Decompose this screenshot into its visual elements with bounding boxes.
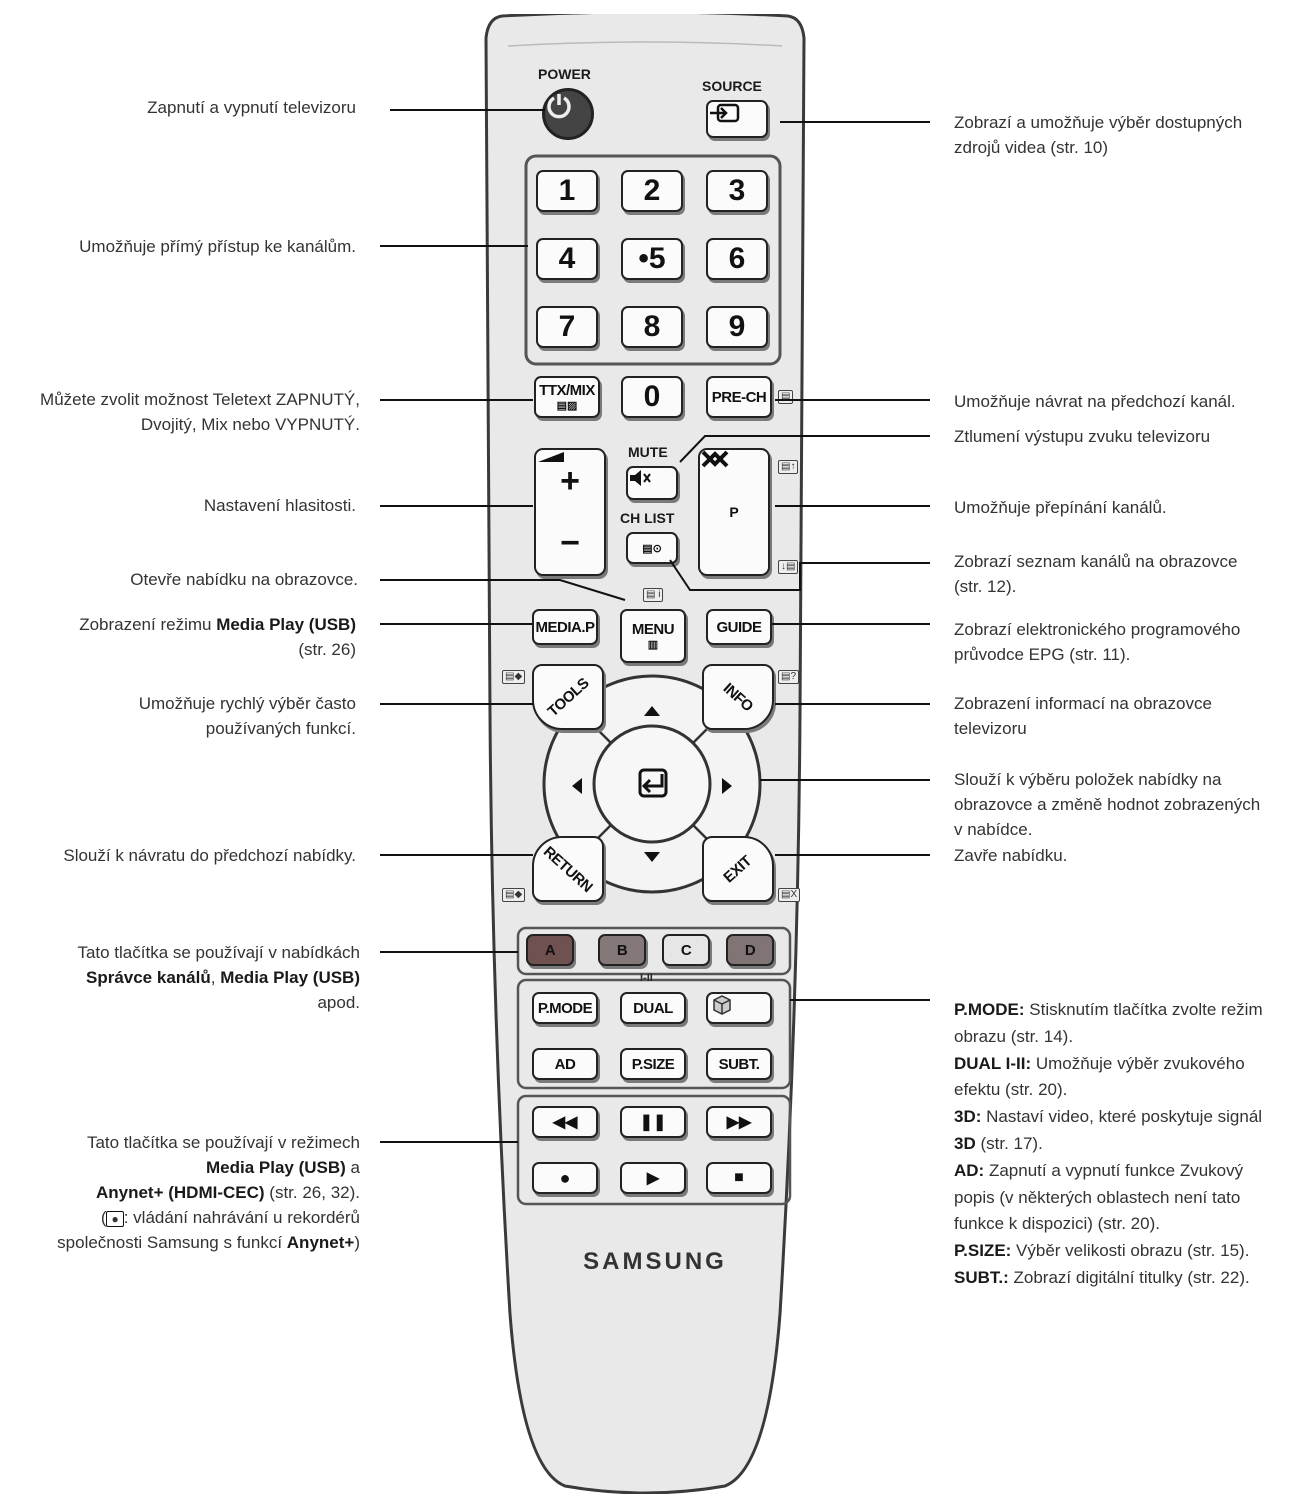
label-nav-line1: Slouží k výběru položek nabídky na [954, 770, 1222, 789]
label-source [954, 110, 1304, 160]
label-navigation [954, 767, 1304, 842]
label-color-buttons [0, 940, 360, 1015]
label-play-line5-pre: společnosti Samsung s funkcí [57, 1233, 287, 1252]
label-3d-bold: 3D: [954, 1107, 982, 1127]
teletext-side-icon: ▤◆ [502, 670, 525, 684]
source-caption: SOURCE [702, 78, 762, 94]
label-source-line2: zdrojů videa (str. 10) [954, 138, 1109, 157]
label-pmode-text1: Stisknutím tlačítka zvolte režim [1024, 1000, 1263, 1019]
label-numbers: Umožňuje přímý přístup ke kanálům. [79, 237, 356, 256]
label-channel: Umožňuje přepínání kanálů. [954, 498, 1167, 517]
label-dual-text1: Umožňuje výběr zvukového [1031, 1053, 1245, 1073]
label-ttx-line2: Dvojitý, Mix nebo VYPNUTÝ. [140, 415, 360, 434]
label-source-line1: Zobrazí a umožňuje výběr dostupných [954, 113, 1243, 132]
label-ttx-line1: Můžete zvolit možnost Teletext ZAPNUTÝ, [40, 390, 360, 409]
label-info-line2: televizoru [954, 719, 1027, 738]
label-chlist-line1: Zobrazí seznam kanálů na obrazovce [954, 552, 1238, 571]
number-button[interactable]: 4 [536, 238, 598, 280]
label-tools [0, 691, 356, 741]
p-mode-button[interactable]: P.MODE [532, 992, 598, 1024]
label-color-sep: , [210, 968, 221, 987]
number-button[interactable]: 0 [621, 376, 683, 418]
pause-icon: ❚❚ [639, 1114, 667, 1131]
label-media-ref: (str. 26) [298, 640, 356, 659]
teletext-side-icon: ▤? [778, 670, 799, 684]
teletext-side-icon: ▤◆ [502, 888, 525, 902]
label-play-line4: : vládání nahrávání u rekordérů [123, 1208, 360, 1227]
record-inline-icon: ● [106, 1211, 123, 1227]
power-caption: POWER [538, 66, 591, 82]
label-power: Zapnutí a vypnutí televizoru [147, 98, 356, 117]
dual-caption: I-II [640, 972, 653, 984]
label-ad-text1: Zapnutí a vypnutí funkce Zvukový [984, 1160, 1244, 1180]
label-volume: Nastavení hlasitosti. [203, 496, 356, 515]
label-nav-line3: v nabídce. [954, 820, 1033, 839]
menu-side-icon: ▤ i [643, 588, 663, 602]
teletext-side-icon: ↓▤ [778, 560, 798, 574]
info-label: INFO [719, 679, 757, 715]
label-ad-text3: funkce k dispozici) (str. 20). [954, 1214, 1160, 1234]
label-3d-text1: Nastaví video, které poskytuje signál [981, 1107, 1263, 1127]
play-icon: ▶ [646, 1170, 660, 1187]
tools-label: TOOLS [544, 674, 592, 720]
label-media-pre: Zobrazení režimu [79, 615, 217, 634]
label-tools-line1: Umožňuje rychlý výběr často [138, 694, 356, 713]
label-guide [954, 617, 1304, 667]
label-color-bold1: Správce kanálů [85, 968, 211, 987]
label-dual-bold: DUAL I-II: [954, 1053, 1032, 1073]
volume-up-icon[interactable]: + [560, 462, 580, 500]
media-p-button[interactable]: MEDIA.P [532, 609, 598, 645]
label-guide-line2: průvodce EPG (str. 11). [954, 645, 1131, 664]
number-button[interactable]: •5 [621, 238, 683, 280]
label-ad-text2: popis (v některých oblastech není tato [954, 1187, 1241, 1207]
color-button-c[interactable]: C [662, 934, 710, 966]
rewind-icon: ◀◀ [552, 1114, 578, 1131]
number-button[interactable]: 6 [706, 238, 768, 280]
label-play-line5-bold: Anynet+ [286, 1233, 355, 1252]
number-button[interactable]: 3 [706, 170, 768, 212]
channel-p-label: P [729, 504, 739, 520]
teletext-side-icon: ▤↑ [778, 460, 798, 474]
label-menu: Otevře nabídku na obrazovce. [130, 570, 358, 589]
label-color-bold2: Media Play (USB) [220, 968, 360, 987]
label-color-line1: Tato tlačítka se používají v nabídkách [77, 943, 360, 962]
label-pmode-bold: P.MODE: [954, 1000, 1025, 1019]
channel-list-icon: ▤⊙ [642, 542, 662, 555]
label-functions [954, 997, 1306, 1292]
exit-label: EXIT [720, 852, 756, 886]
label-play-bold2: Anynet+ (HDMI-CEC) [95, 1183, 265, 1202]
p-size-button[interactable]: P.SIZE [620, 1048, 686, 1080]
label-media-bold: Media Play (USB) [216, 615, 356, 634]
label-prech: Umožňuje návrat na předchozí kanál. [954, 392, 1236, 411]
label-tools-line2: používaných funkcí. [205, 719, 356, 738]
label-play-line5-post: ) [354, 1233, 360, 1252]
label-dual-text2: efektu (str. 20). [954, 1080, 1068, 1100]
volume-down-icon[interactable]: − [560, 524, 580, 562]
mute-caption: MUTE [628, 444, 668, 460]
teletext-side-icon: ▤ [778, 390, 793, 404]
label-psize-bold: P.SIZE: [954, 1241, 1012, 1261]
stop-icon: ■ [734, 1169, 744, 1186]
label-play-bold1: Media Play (USB) [206, 1158, 346, 1177]
teletext-icon: ▤▨ [556, 400, 578, 412]
label-info [954, 691, 1304, 741]
label-play-a: a [345, 1158, 360, 1177]
label-ttx [0, 387, 360, 437]
label-subt-text: Zobrazí digitální titulky (str. 22). [1008, 1267, 1250, 1287]
guide-button[interactable]: GUIDE [706, 609, 772, 645]
number-button[interactable]: 7 [536, 306, 598, 348]
pre-ch-button[interactable]: PRE-CH [706, 376, 772, 418]
label-exit: Zavře nabídku. [954, 846, 1068, 865]
label-play-ref: (str. 26, 32). [264, 1183, 360, 1202]
label-psize-text: Výběr velikosti obrazu (str. 15). [1011, 1241, 1250, 1261]
return-label: RETURN [540, 842, 596, 896]
dual-button[interactable]: DUAL [620, 992, 686, 1024]
color-button-a[interactable]: A [526, 934, 574, 966]
label-chlist [954, 549, 1304, 599]
menu-icon: ▥ [647, 639, 659, 651]
number-button[interactable]: 9 [706, 306, 768, 348]
label-3d-bold2: 3D [954, 1133, 976, 1153]
label-color-line3: apod. [317, 993, 360, 1012]
ch-list-caption: CH LIST [620, 510, 675, 526]
label-mute: Ztlumení výstupu zvuku televizoru [954, 427, 1211, 446]
samsung-logo: SAMSUNG [583, 1248, 727, 1275]
number-button[interactable]: 8 [621, 306, 683, 348]
label-chlist-line2: (str. 12). [954, 577, 1017, 596]
label-pmode-text2: obrazu (str. 14). [954, 1026, 1074, 1046]
teletext-side-icon: ▤X [778, 888, 800, 902]
menu-label: MENU [631, 621, 675, 638]
ad-button[interactable]: AD [532, 1048, 598, 1080]
label-guide-line1: Zobrazí elektronického programového [954, 620, 1241, 639]
color-button-b[interactable]: B [598, 934, 646, 966]
label-ad-bold: AD: [954, 1160, 985, 1180]
ttx-mix-label: TTX/MIX [539, 382, 595, 399]
subt-button[interactable]: SUBT. [706, 1048, 772, 1080]
record-icon: ● [559, 1167, 571, 1188]
number-button[interactable]: 1 [536, 170, 598, 212]
label-media [0, 612, 356, 662]
label-subt-bold: SUBT.: [954, 1267, 1009, 1287]
fast-forward-icon: ▶▶ [726, 1114, 752, 1131]
number-button[interactable]: 2 [621, 170, 683, 212]
label-nav-line2: obrazovce a změně hodnot zobrazených [954, 795, 1261, 814]
label-3d-text2: (str. 17). [975, 1133, 1043, 1153]
color-button-d[interactable]: D [726, 934, 774, 966]
label-info-line1: Zobrazení informací na obrazovce [954, 694, 1212, 713]
label-return: Slouží k návratu do předchozí nabídky. [63, 846, 356, 865]
label-play-line1: Tato tlačítka se používají v režimech [86, 1133, 360, 1152]
label-playback: Tato tlačítka se používají v režimech Media Play (USB) a Anynet+ (HDMI-CEC) (str. 26, 32). ( ● : vládání nahrávání u rekordérů společnosti Samsung s funkcí Anynet+) [0, 1130, 360, 1255]
